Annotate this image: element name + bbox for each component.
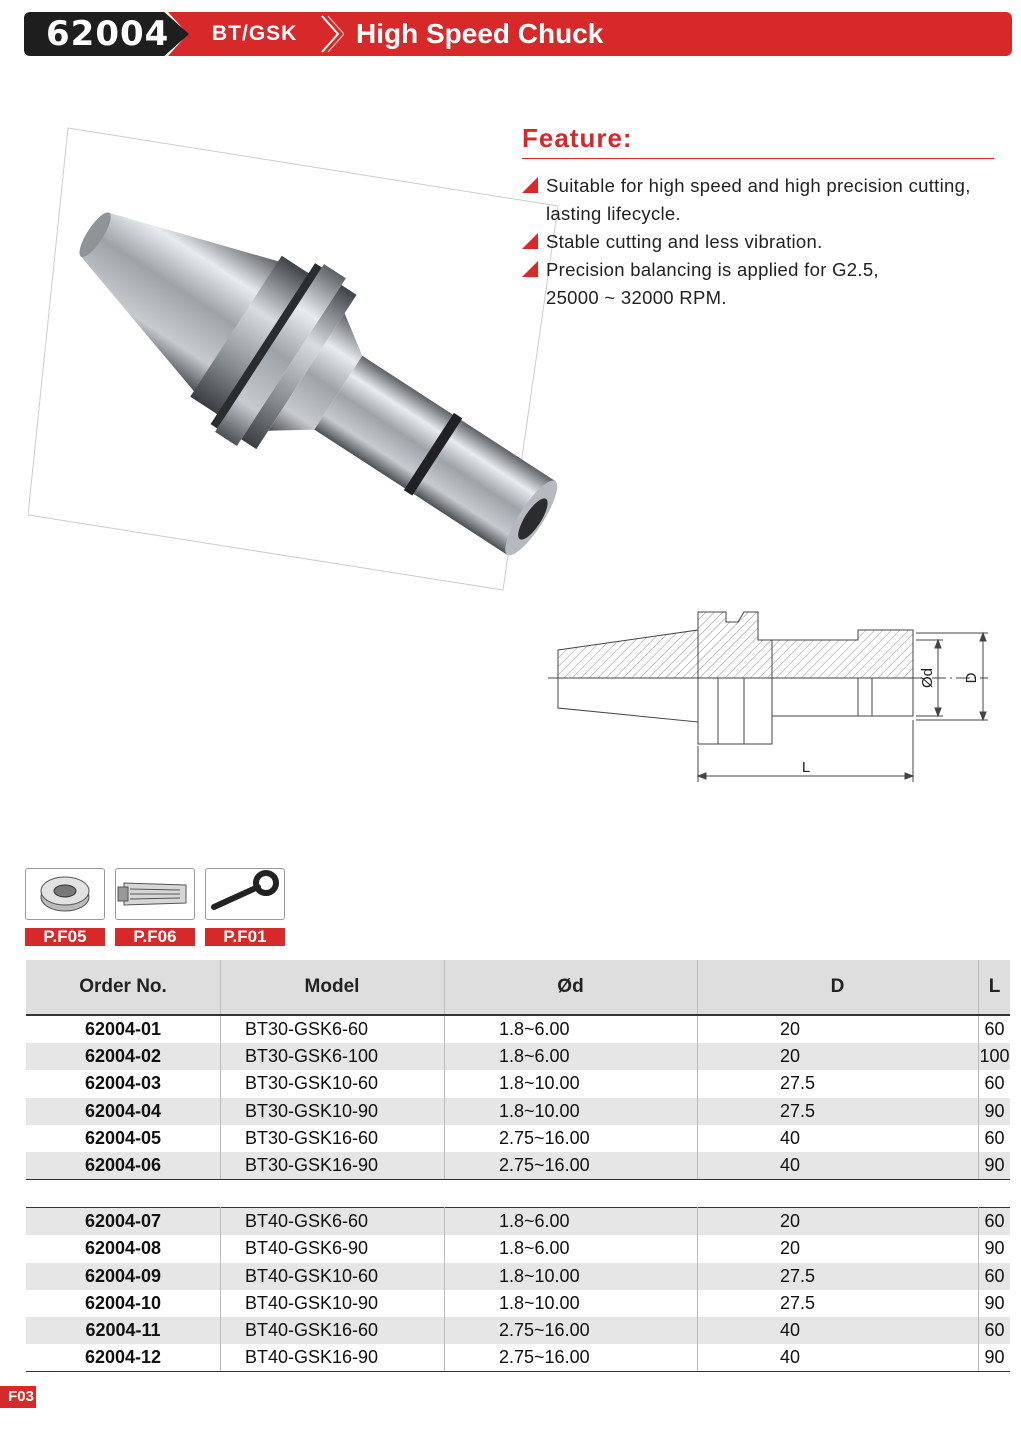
header-d: Ød bbox=[445, 960, 698, 1015]
triangle-bullet-icon bbox=[522, 177, 538, 193]
feature-item: Stable cutting and less vibration. bbox=[522, 228, 1017, 256]
dimension-D-label: D bbox=[963, 672, 980, 684]
feature-list bbox=[522, 172, 1017, 312]
dimension-d-label: Ød bbox=[919, 667, 936, 689]
product-photo bbox=[28, 120, 558, 595]
accessory-label: P.F05 bbox=[25, 928, 105, 946]
table-row: 62004-08 BT40-GSK6-90 1.8~6.00 20 90 bbox=[26, 1235, 1010, 1262]
accessory-collet[interactable] bbox=[115, 868, 195, 946]
feature-item: Suitable for high speed and high precision cutting, lasting lifecycle. bbox=[522, 172, 1017, 228]
dimension-L-label: L bbox=[801, 759, 811, 776]
table-row: 62004-06 BT30-GSK16-90 2.75~16.00 40 90 bbox=[26, 1152, 1010, 1180]
accessory-label: P.F01 bbox=[205, 928, 285, 946]
table-row: 62004-03 BT30-GSK10-60 1.8~10.00 27.5 60 bbox=[26, 1070, 1010, 1097]
table-row: 62004-04 BT30-GSK10-90 1.8~10.00 27.5 90 bbox=[26, 1098, 1010, 1125]
header-model: Model bbox=[221, 960, 445, 1015]
spec-table bbox=[26, 960, 1010, 1372]
header-L: L bbox=[979, 960, 1011, 1015]
wrench-icon bbox=[206, 869, 284, 919]
table-spacer bbox=[26, 1180, 1010, 1208]
technical-drawing bbox=[548, 600, 998, 790]
page-number: F03 bbox=[0, 1386, 36, 1408]
table-header-row bbox=[26, 960, 1010, 1015]
table-row: 62004-01 BT30-GSK6-60 1.8~6.00 20 60 bbox=[26, 1015, 1010, 1043]
feature-item: Precision balancing is applied for G2.5, 25000 ~ 32000 RPM. bbox=[522, 256, 1017, 312]
header-order-no: Order No. bbox=[26, 960, 221, 1015]
table-row: 62004-07 BT40-GSK6-60 1.8~6.00 20 60 bbox=[26, 1208, 1010, 1236]
header-D: D bbox=[698, 960, 979, 1015]
triangle-bullet-icon bbox=[522, 261, 538, 277]
feature-heading: Feature: bbox=[522, 123, 633, 153]
page-title: High Speed Chuck bbox=[356, 18, 604, 49]
clamping-nut-icon bbox=[26, 869, 104, 919]
feature-divider bbox=[522, 158, 994, 159]
chevron-right-icon bbox=[318, 12, 344, 56]
accessory-clamping-nut[interactable] bbox=[25, 868, 105, 946]
collet-icon bbox=[116, 869, 194, 919]
accessory-wrench[interactable] bbox=[205, 868, 285, 946]
table-row: 62004-09 BT40-GSK10-60 1.8~10.00 27.5 60 bbox=[26, 1263, 1010, 1290]
triangle-bullet-icon bbox=[522, 233, 538, 249]
table-row: 62004-05 BT30-GSK16-60 2.75~16.00 40 60 bbox=[26, 1125, 1010, 1152]
product-code: 62004 bbox=[46, 14, 170, 54]
table-row: 62004-11 BT40-GSK16-60 2.75~16.00 40 60 bbox=[26, 1317, 1010, 1344]
table-row: 62004-12 BT40-GSK16-90 2.75~16.00 40 90 bbox=[26, 1344, 1010, 1372]
product-series: BT/GSK bbox=[212, 22, 298, 45]
accessory-label: P.F06 bbox=[115, 928, 195, 946]
table-row: 62004-10 BT40-GSK10-90 1.8~10.00 27.5 90 bbox=[26, 1290, 1010, 1317]
table-row: 62004-02 BT30-GSK6-100 1.8~6.00 20 100 bbox=[26, 1043, 1010, 1070]
